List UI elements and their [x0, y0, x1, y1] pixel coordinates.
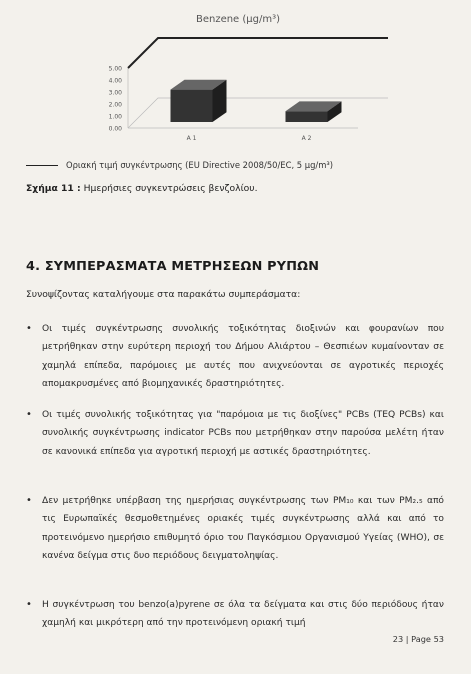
bullet-icon: • [26, 323, 32, 334]
y-tick-label: 0.00 [108, 125, 122, 133]
list-item-text: Οι τιμές συνολικής τοξικότητας για "παρόμοια με τις διοξίνες" PCBs (TEQ PCBs) και συνολικής συγκέντρωσης indicator PCBs που μετρήθηκαν στην παρούσα μελέτη ήταν σε κανονικά επίπεδα για αγροτική περιοχή με αστικές δραστηριότητες. [42, 410, 444, 457]
chart-legend [26, 160, 333, 170]
chart-floor [128, 98, 388, 128]
list-item [26, 406, 444, 480]
bar [171, 90, 213, 122]
conclusions-list [26, 320, 444, 646]
y-tick-label: 1.00 [108, 113, 122, 121]
list-item-text: Η συγκέντρωση του benzo(a)pyrene σε όλα τα δείγματα και στις δύο περιόδους ήταν χαμηλή και μικρότερη από την προτεινόμενη οριακή τιμή [42, 600, 444, 629]
y-tick-label: 2.00 [108, 101, 122, 109]
bullet-icon: • [26, 409, 32, 420]
bar [286, 111, 328, 122]
y-tick-label: 4.00 [108, 77, 122, 85]
limit-line-swatch [26, 165, 58, 166]
x-tick-label: A 1 [186, 135, 197, 142]
list-item [26, 320, 444, 394]
bullet-icon: • [26, 599, 32, 610]
page-number: 23 | Page 53 [392, 634, 444, 644]
list-item-text: Δεν μετρήθηκε υπέρβαση της ημερήσιας συγκέντρωσης των PM₁₀ και των PM₂.₅ από τις Ευρωπαϊκές θεσμοθετημένες οριακές τιμές συγκέντρωσης αλλά και από το προτεινόμενο ημερήσιο επιθυμητό όριο του Παγκόσμιου Οργανισμού Υγείας (WHO), σε κανένα δείγμα στις δυο περιόδους δειγματοληψίας. [42, 496, 444, 562]
legend-label: Οριακή τιμή συγκέντρωσης (EU Directive 2008/50/EC, 5 μg/m³) [66, 160, 334, 170]
list-item-text: Οι τιμές συγκέντρωσης συνολικής τοξικότητας διοξινών και φουρανίων που μετρήθηκαν στην ευρύτερη περιοχή του Δήμου Αλιάρτου – Θεσπιέων κυμαίνονταν σε χαμηλά επίπεδα, παρόμοιες με αυτές που ανιχνεύονται σε αγροτικές περιοχές απομακρυσμένες από βιομηχανικές δραστηριότητες. [42, 324, 444, 390]
x-tick-label: A 2 [301, 135, 312, 142]
section-heading: 4. ΣΥΜΠΕΡΑΣΜΑΤΑ ΜΕΤΡΗΣΕΩΝ ΡΥΠΩΝ [26, 259, 320, 274]
intro-text: Συνοψίζοντας καταλήγουμε στα παρακάτω συμπεράσματα: [26, 289, 301, 300]
limit-line [128, 38, 388, 68]
list-item [26, 492, 444, 584]
list-item [26, 596, 444, 634]
bullet-icon: • [26, 495, 32, 506]
figure-caption [26, 183, 258, 194]
chart-title: Benzene (μg/m³) [195, 14, 281, 25]
benzene-chart [88, 0, 388, 160]
y-tick-label: 3.00 [108, 89, 122, 97]
figure-label: Σχήμα 11 : [26, 183, 81, 194]
figure-text: Ημερήσιες συγκεντρώσεις βενζολίου. [83, 183, 258, 194]
y-tick-label: 5.00 [108, 65, 122, 73]
